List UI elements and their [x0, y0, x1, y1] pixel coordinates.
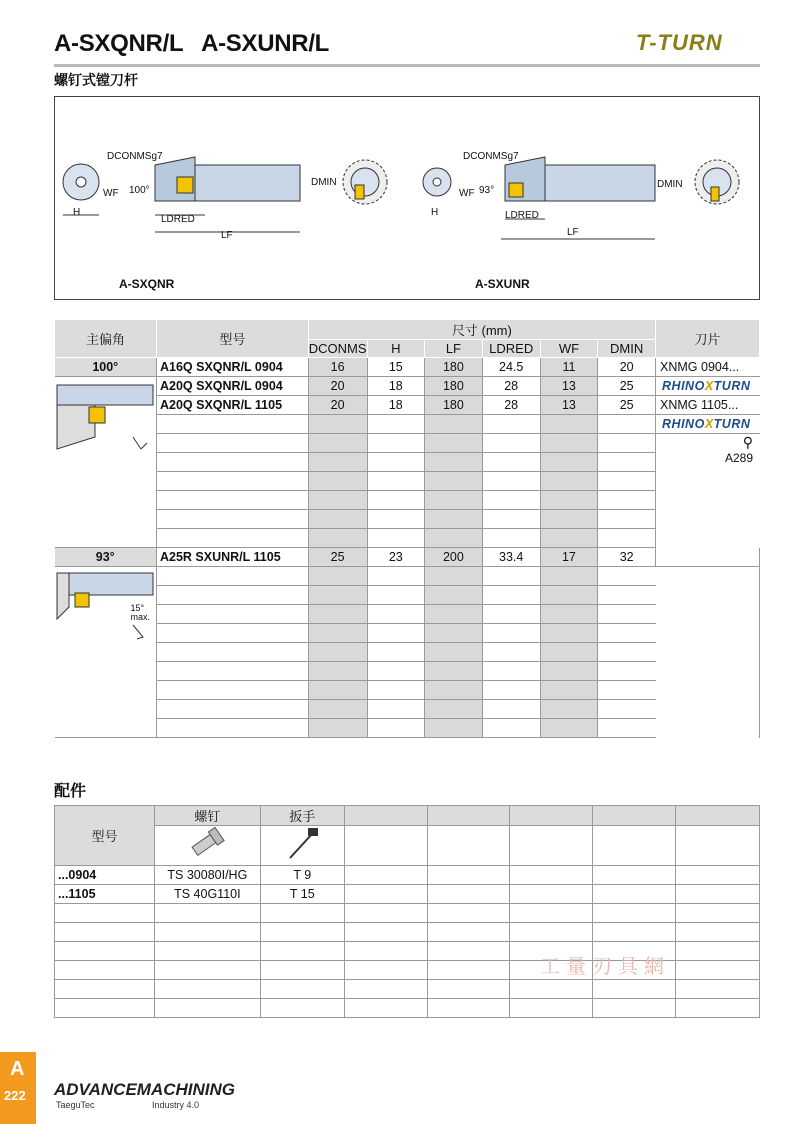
dim-wf-right: WF [459, 188, 475, 199]
table-row [55, 605, 761, 624]
dim-h-right: H [431, 207, 439, 218]
value-cell: 28 [482, 396, 540, 415]
table-row [55, 510, 761, 529]
page-number: 222 [4, 1088, 26, 1103]
footer-logo: ADVANCEMACHINING [54, 1080, 236, 1099]
insert-cell: XNMG 1105... [656, 396, 760, 415]
dim-dmin-left: DMIN [311, 177, 337, 188]
acc-model-cell: ...1105 [55, 885, 155, 904]
table-row [55, 358, 761, 377]
table-row [55, 415, 761, 434]
accessories-title: 配件 [54, 783, 87, 800]
page-title: A-SXQNR/L A-SXUNR/L [54, 30, 330, 57]
value-cell: 23 [367, 548, 425, 567]
page-letter: A [10, 1058, 25, 1080]
dim-dmin-right: DMIN [657, 179, 683, 190]
dim-h-left: H [73, 207, 81, 218]
table-row [55, 681, 761, 700]
page-tab [0, 1052, 36, 1124]
model-cell: A20Q SXQNR/L 1105 [156, 396, 308, 415]
header-col: WF [540, 340, 598, 358]
dim-dconms-left: DCONMSg7 [107, 151, 163, 162]
footer-sub-left: TaeguTec [56, 1100, 95, 1110]
header-angle: 主偏角 [55, 320, 157, 358]
watermark: 工量刃具網 [540, 956, 670, 978]
value-cell: 18 [367, 396, 425, 415]
value-cell: 32 [598, 548, 656, 567]
value-cell: 16 [308, 358, 367, 377]
table-row [55, 529, 761, 548]
angle-left: 100° [129, 185, 150, 196]
value-cell: 13 [540, 377, 598, 396]
value-cell: 25 [598, 396, 656, 415]
diagram-label-left: A-SXQNR [119, 277, 175, 291]
table-row [55, 567, 761, 586]
table-row [55, 980, 760, 999]
value-cell: 28 [482, 377, 540, 396]
acc-header-model: 型号 [55, 806, 155, 866]
table-row [55, 491, 761, 510]
table-row [55, 866, 760, 885]
table-row [55, 396, 761, 415]
table-row [55, 377, 761, 396]
header-dims: 尺寸 (mm) [308, 320, 655, 340]
value-cell: 25 [598, 377, 656, 396]
value-cell: 15 [367, 358, 425, 377]
rhino-turn-logo: RHINOXTURN [656, 415, 760, 434]
angle-right: 93° [479, 185, 495, 196]
value-cell: 200 [425, 548, 483, 567]
table-row [55, 923, 760, 942]
table-row [55, 700, 761, 719]
value-cell: 13 [540, 396, 598, 415]
magnifier-icon: ⚲ [742, 434, 753, 450]
table-row [55, 662, 761, 681]
note-max: max. [130, 612, 151, 622]
value-cell: 25 [308, 548, 367, 567]
angle-cell: 93° [55, 548, 157, 567]
header-col: DMIN [598, 340, 656, 358]
header-model: 型号 [156, 320, 308, 358]
diagram-drawing [55, 97, 759, 299]
table-row [55, 885, 760, 904]
value-cell: 11 [540, 358, 598, 377]
model-cell: A20Q SXQNR/L 0904 [156, 377, 308, 396]
table-row [55, 453, 761, 472]
page-ref-cell [656, 434, 760, 567]
accessories-table [54, 805, 760, 1018]
tool-diagram [54, 96, 760, 300]
dim-ldred-left: LDRED [161, 214, 195, 225]
footer-sub-right: Industry 4.0 [152, 1100, 200, 1110]
value-cell: 18 [367, 377, 425, 396]
acc-header-screw: 螺钉 [154, 806, 260, 826]
value-cell: 20 [598, 358, 656, 377]
header-col: H [367, 340, 425, 358]
table-row [55, 999, 760, 1018]
dim-wf-left: WF [103, 188, 119, 199]
acc-screw-cell: TS 40G110I [154, 885, 260, 904]
header-col: LF [425, 340, 483, 358]
acc-model-cell: ...0904 [55, 866, 155, 885]
note-angle: 15° [130, 603, 145, 613]
dim-dconms-right: DCONMSg7 [463, 151, 519, 162]
table-row [55, 472, 761, 491]
header-col: LDRED [482, 340, 540, 358]
dim-ldred-right: LDRED [505, 210, 539, 221]
wrench-icon [260, 826, 344, 866]
value-cell: 24.5 [482, 358, 540, 377]
table-row [55, 719, 761, 738]
header-insert: 刀片 [656, 320, 760, 358]
page-ref[interactable]: A289 [724, 451, 753, 465]
table-row [55, 643, 761, 662]
cutting-figure-icon [55, 377, 155, 457]
screw-icon [154, 826, 260, 866]
table-row [55, 624, 761, 643]
value-cell: 180 [425, 377, 483, 396]
acc-header-wrench: 扳手 [260, 806, 344, 826]
diagram-label-right: A-SXUNR [475, 277, 530, 291]
value-cell: 20 [308, 377, 367, 396]
insert-cell: XNMG 0904... [656, 358, 760, 377]
header-rule [54, 64, 760, 67]
model-cell: A16Q SXQNR/L 0904 [156, 358, 308, 377]
value-cell: 33.4 [482, 548, 540, 567]
brand-logo: T-TURN [636, 30, 723, 55]
spec-table [54, 319, 760, 738]
table-row [55, 904, 760, 923]
table-row [55, 434, 761, 453]
page-subtitle: 螺钉式镗刀杆 [54, 72, 138, 88]
value-cell: 17 [540, 548, 598, 567]
acc-wrench-cell: T 15 [260, 885, 344, 904]
acc-screw-cell: TS 30080I/HG [154, 866, 260, 885]
value-cell: 180 [425, 396, 483, 415]
table-row [55, 586, 761, 605]
dim-lf-left: LF [221, 230, 233, 241]
value-cell: 180 [425, 358, 483, 377]
value-cell: 20 [308, 396, 367, 415]
dim-lf-right: LF [567, 227, 579, 238]
angle-cell: 100° [55, 358, 157, 377]
model-cell: A25R SXUNR/L 1105 [156, 548, 308, 567]
rhino-turn-logo: RHINOXTURN [656, 377, 760, 396]
header-col: DCONMS [308, 341, 367, 356]
angle-figure-93 [55, 567, 157, 738]
angle-figure-100 [55, 377, 157, 548]
acc-wrench-cell: T 9 [260, 866, 344, 885]
table-row [55, 548, 761, 567]
